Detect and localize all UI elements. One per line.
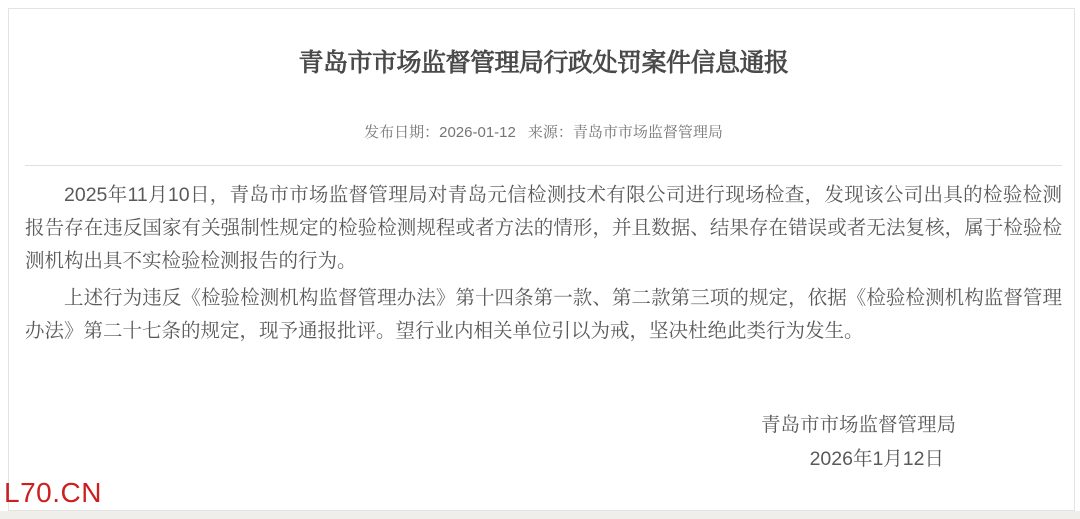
publish-date-label: 发布日期： [364,124,440,141]
meta-divider [25,165,1062,166]
signature-block [25,408,1062,476]
publish-date-value: 2026-01-12 [439,124,516,141]
document-body [25,179,1062,348]
bottom-strip [0,511,1080,519]
signature-agency: 青岛市市场监督管理局 [760,414,956,436]
meta-row [25,123,1062,143]
paragraph-1: 2025年11月10日，青岛市市场监督管理局对青岛元信检测技术有限公司进行现场检查，发现该公司出具的检验检测报告存在违反国家有关强制性规定的检验检测规程或者方法的情形，并且数据、结果存在错误或者无法复核，属于检验检测机构出具不实检验检测报告的行为。 [25,184,1062,272]
notice-card [8,8,1075,511]
source-label: 来源： [527,124,573,141]
watermark-text: L70.CN [4,477,102,508]
paragraph-2: 上述行为违反《检验检测机构监督管理办法》第十四条第一款、第二款第三项的规定，依据《检验检测机构监督管理办法》第二十七条的规定，现予通报批评。望行业内相关单位引以为戒，坚决杜绝此类行为发生。 [25,287,1062,342]
signature-date: 2026年1月12日 [809,448,944,470]
source-value: 青岛市市场监督管理局 [572,124,723,141]
page-title: 青岛市市场监督管理局行政处罚案件信息通报 [298,49,789,77]
